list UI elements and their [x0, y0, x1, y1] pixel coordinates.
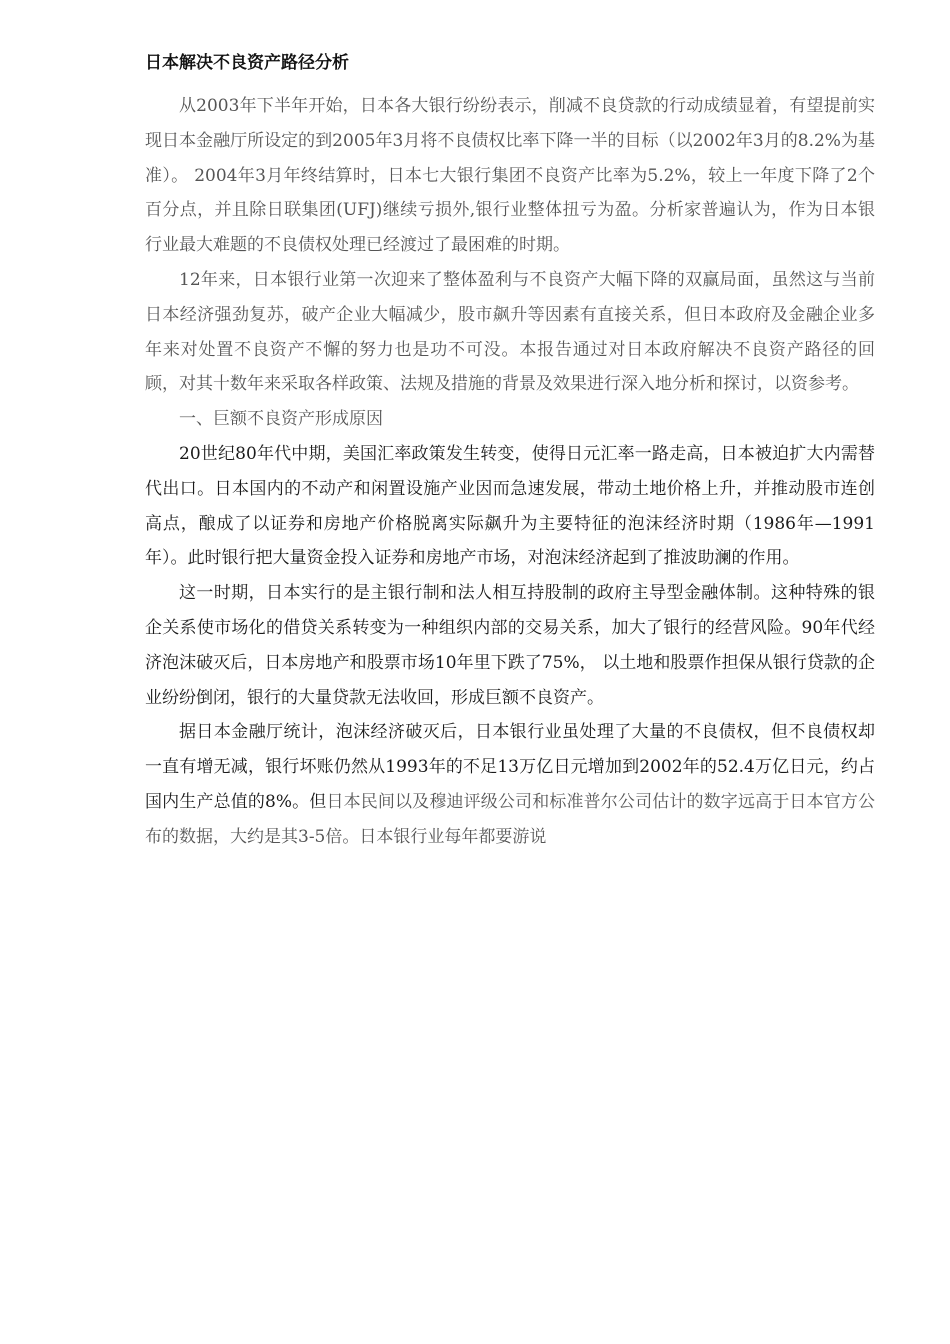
statistics-estimate-text: 日本民间以及穆迪评级公司和标准普尔公司估计的数字远高于日本官方公布的数据，大约是其3-5倍。日本银行业每年都要游说 — [145, 791, 875, 847]
paragraph-bubble-economy: 20世纪80年代中期，美国汇率政策发生转变，使得日元汇率一路走高，日本被迫扩大内需替代出口。日本国内的不动产和闲置设施产业因而急速发展，带动土地价格上升，并推动股市连创高点，酿成了以证券和房地产价格脱离实际飙升为主要特征的泡沫经济时期（1986年—1991年）。此时银行把大量资金投入证券和房地产市场，对泡沫经济起到了推波助澜的作用。 — [145, 443, 875, 569]
paragraph-statistics — [145, 715, 875, 854]
statistics-text: 据日本金融厅统计，泡沫经济破灭后，日本银行业虽处理了大量的不良债权，但不良债权却一直有增无减，银行坏账仍然从1993年的不足13万亿日元增加到2002年的52.4万亿日元，约占国内生产总值的8%。但 — [145, 722, 875, 812]
paragraph-overview: 12年来，日本银行业第一次迎来了整体盈利与不良资产大幅下降的双赢局面，虽然这与当前日本经济强劲复苏，破产企业大幅减少，股市飙升等因素有直接关系，但日本政府及金融企业多年来对处置不良资产不懈的努力也是功不可没。本报告通过对日本政府解决不良资产路径的回顾，对其十数年来采取各样政策、法规及措施的背景及效果进行深入地分析和探讨，以资参考。 — [145, 269, 875, 395]
document-page — [145, 46, 875, 855]
paragraph-financial-system: 这一时期，日本实行的是主银行制和法人相互持股制的政府主导型金融体制。这种特殊的银企关系使市场化的借贷关系转变为一种组织内部的交易关系，加大了银行的经营风险。90年代经济泡沫破灭后，日本房地产和股票市场10年里下跌了75%， 以土地和股票作担保从银行贷款的企业纷纷倒闭，银行的大量贷款无法收回，形成巨额不良资产。 — [145, 583, 875, 708]
section-heading-causes: 一、巨额不良资产形成原因 — [179, 409, 383, 430]
document-title: 日本解决不良资产路径分析 — [145, 53, 349, 73]
paragraph-intro: 从2003年下半年开始，日本各大银行纷纷表示，削减不良贷款的行动成绩显着，有望提前实现日本金融厅所设定的到2005年3月将不良债权比率下降一半的目标（以2002年3月的8.2%为基准）。 2004年3月年终结算时，日本七大银行集团不良资产比率为5.2%，较上一年度下降了2个百分点，并且除日联集团(UFJ)继续亏损外,银行业整体扭亏为盈。分析家普遍认为，作为日本银行业最大难题的不良债权处理已经渡过了最困难的时期。 — [145, 96, 875, 256]
